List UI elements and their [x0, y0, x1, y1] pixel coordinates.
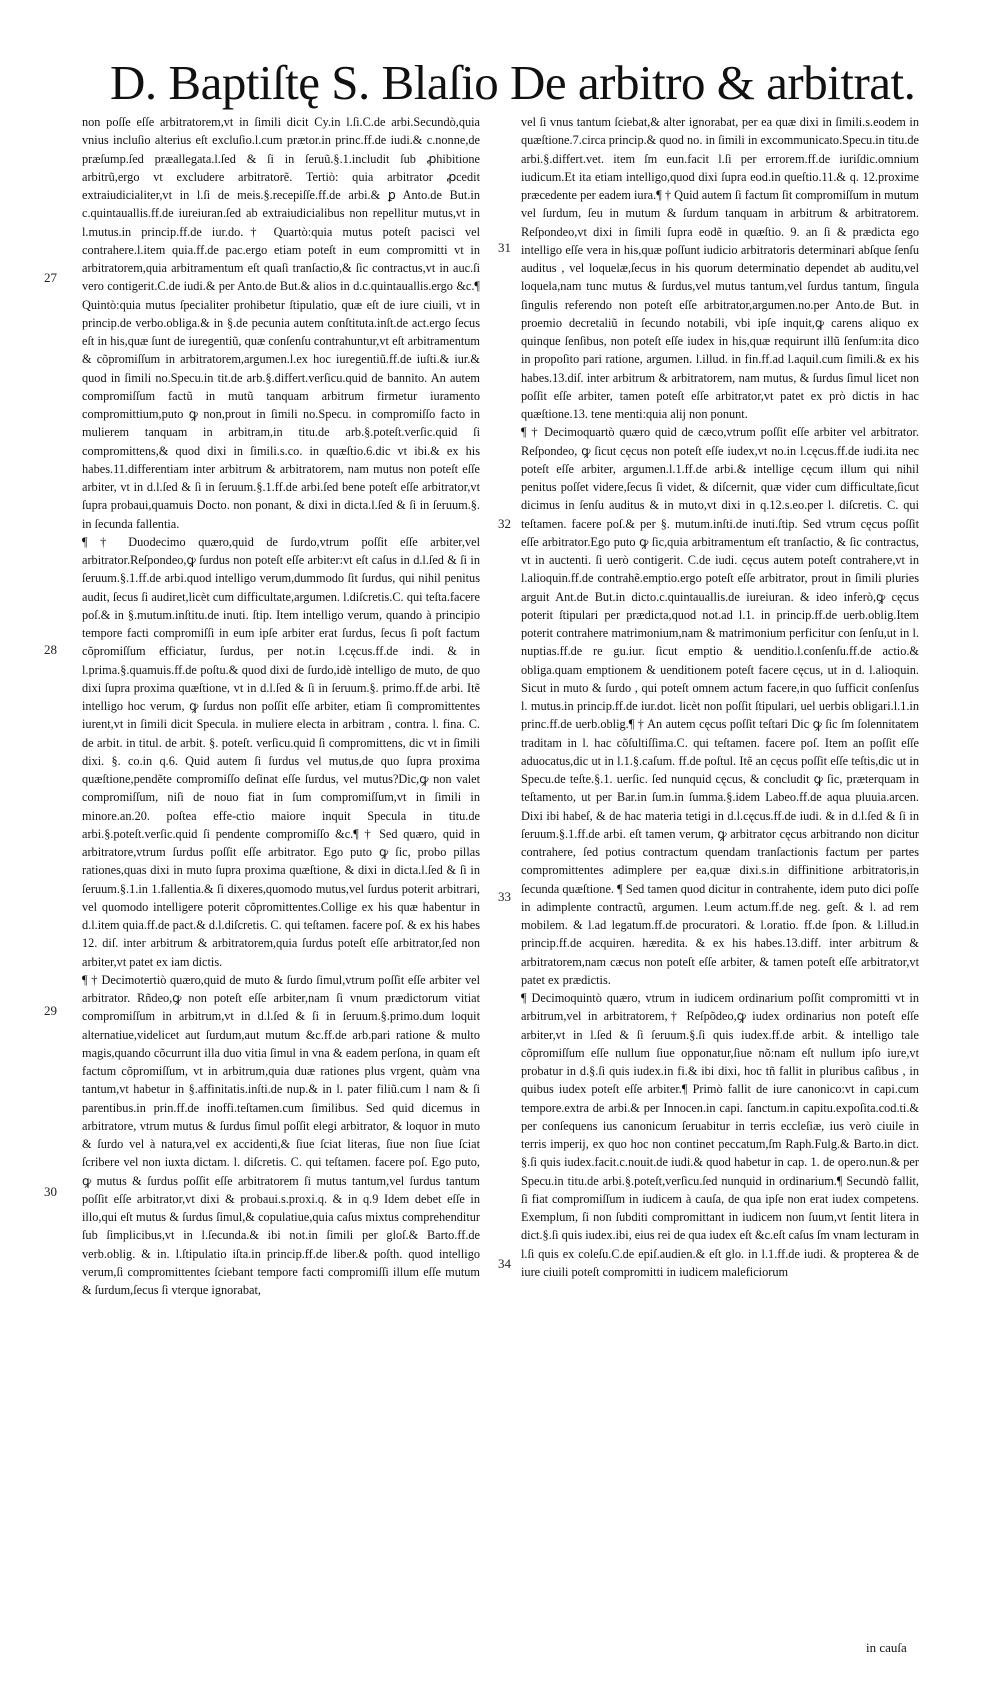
paragraph: ¶ † Decimotertiò quæro,quid de muto & ſurdo ſimul,vtrum poſſit eſſe arbiter vel arbitrator. Rñdeo,ꝙ non poteſt eſſe arbiter,nam ſi vnum prædictorum vitiat compromiſſum in arbitrum,vt in d.l.ſed & ſi in ſeruum.§.primo.dum loquit alternatiue,videlicet aut ſurdum,aut mutum &c.ff.de arb.pari ratione & multo magis,quando cõcurrunt illa duo vitia ſimul in vna & eadem perſona, in quam eſt factum cõpromiſſum, vt in arbitrum,quia duæ rationes plus vrgent, quàm vna tantum,vt habetur in §.affinitatis.inſti.de nup.& in l. pater filiũ.cum l nam & ſi parentibus.in prin.ff.de inoffi.teſtamen.cum ſimilibus. Sed quid dicemus in arbitratore, vtrum mutus & ſurdus ſimul poſſit elegi arbitrator, & loquor in muto & ſurdo vel à natura,vel ex accidenti,& ſiue ſciat literas, ſiue non ſiue ſciat ſcribere vel non iuxta dictam. l. diſcretis. C. qui teſtamen. facere poſ. Ego puto, ꝙ mutus & ſurdus poſſit eſſe arbitratorem ſi mutus tantum,vel ſurdus tantum poſſit eſſe arbitrator,vt dixi & probaui.s.proxi.q. & in q.9 Idem debet eſſe in illo,qui eſt mutus & ſurdus ſimul,& copulatiue,quia caſus mixtus comprehenditur ſub ſimplicibus,vt in l.ſecunda.& ibi not.in ſimili per gloſ.& Barto.ff.de verb.oblig. & in. l.ſtipulatio iſta.in princip.ff.de liber.& poſth. quod intelligo verum,ſi compromittentes ſciebant tempore facti compromiſſi illum eſſe mutum & ſurdum,ſecus ſi vterque ignorabat,: [82, 972, 480, 1297]
paragraph: non poſſe eſſe arbitratorem,vt in ſimili dicit Cy.in l.ſi.C.de arbi.Secundò,quia vnius incluſio alterius eſt excluſio.l.cum prætor.in princ.ff.de iudi.& c.nonne,de præſump.ſed præallegata.l.ſed & ſi in ſeruũ.§.1.includit ſub ꝓhibitione arbitrũ,ergo vt excludere arbitratorẽ. Tertiò: quia arbitrator ꝓcedit extraiudicialiter,vt in l.ſi de meis.§.recepiſſe.ff.de arbi.& ꝑ Anto.de But.in c.quintauallis.ff.de iureiuran.ſed ab extraiudicialibus non repellitur mutus,vt in l.mutus.in princip.ff.de iur.do.† Quartò:quia mutus poteſt pacisci vel contrahere.l.item quia.ff.de pac.ergo etiam poteſt in eum compromitti vt in arbitratorem,quia arbitramentum eſt quaſi tranſactio,& ſic contractus,vt in auc.ſi vero contigerit.C.de iudi.& per Anto.de But.& alios in d.c.quintauallis.ergo &c.¶ Quintò:quia mutus ſpecialiter prohibetur ſtipulatio, quæ eſt de iure ciuili, vt in princip.de verbo.obliga.& in §.de pecunia autem conſtituta.inſt.de act.ergo ſecus eſt in his,quæ ſunt de iuregentiũ, quæ conſenſu contrahuntur,vt eſt arbitramentum & cõpromiſſum in arbitratorem,argumen.l.ex hoc iuregentiũ.ff.de iuſti.& iur.& quod in ſimili no.Specu.in tit.de arb.§.differt.verſicu.quid de bannito. An autem compromiſſum factũ in mutũ tanquam arbitrum firmetur iuramento compromittium,puto ꝙ non,prout in ſimili no.Specu. in compromiſſo facto in mulierem tanquam in arbitram,in titu.de arb.§.poteſt.verſic.quid ſi compromittens,& quod dixi in ſimili.s.co. in quæſtio.6.dic vt ibi.& ex his habes.11.differentiam inter arbitrum & arbitratorem, nam mutus non poteſt eſſe arbiter, vt in d.l.ſed & ſi in ſeruum.§.1.ff.de arbi.ſed bene poteſt eſſe arbitrator,vt ſupra probaui,quamuis Docto. non ponant, & dixi in dicta.l.ſed & ſi in ſeruum.§. in ſecunda fallentia.: [82, 115, 480, 531]
margin-number: 32: [498, 516, 511, 531]
paragraph: vel ſi vnus tantum ſciebat,& alter ignorabat, per ea quæ dixi in ſimili.s.eodem in quæſtione.7.circa princip.& quod no. in ſimili in excommunicato.Specu.in titu.de arbi.§.differt.vet. item ſm eun.facit l.ſi per errorem.ff.de iuriſdic.omnium iudicum.Et ita etiam intelligo,quod dixi ſupra eod.in queſtio.11.& q. 12.proxime præcedente per eadem iura.¶ † Quid autem ſi factum ſit compromiſſum in mutum vel ſurdum, ſeu in mutum & ſurdum tanquam in arbitrum & arbitratorem. Reſpondeo,vt dixi in ſimili ſupra eodẽ in quæſtio. 9. an ſi & prædicta ego intelligo eſſe vera in his,quæ poſſunt iudicio arbitratoris determinari abſque ſenſu auditus , vel loquelæ,ſecus in his quorum determinatio dependet ab auditu,vel loquela,nam tunc mutus & ſurdus,vel mutus tantum,vel ſurdus tantum, ſingula ſingulis referendo non poteſt eſſe arbitrator,argumen.no.per Anto.de But. in proemio decretaliũ in ſecundo notabili, vbi ipſe inquit,ꝙ carens aliquo ex quinque ſenſibus, non poteſt eſſe iudex in his,quæ requirunt illũ ſenſum:ita dico in propoſito pari ratione, argumen. l.illud. in fin.ff.ad l.aquil.cum ſimili.& ex his habes.13.diſ. inter arbitrum & arbitratorem, nam mutus, & ſurdus ſimul licet non poſſit eſſe arbiter, tamen poteſt eſſe arbitrator,vt patet ex prò dictis in hac quæſtione.13. tene menti:quia alij non ponunt.: [521, 115, 919, 421]
paragraph: ¶ † Decimoquartò quæro quid de cæco,vtrum poſſit eſſe arbiter vel arbitrator. Reſpondeo, ꝙ ſicut cęcus non poteſt eſſe iudex,vt no.in l.cęcus.ff.de iudi.ita nec poteſt eſſe arbiter, argumen.l.1.ff.de arbi.& intellige cęcum illum qui nihil penitus poſſet videre,ſecus ſi videt, & diſcernit, quæ vider cum difficultate,ſicut dicimus in ſenſu auditus & in muto,vt dixi in q.12.s.eo.per l. diſcretis. C. qui teſtamen. facere poſ.& per §. mutum.inſti.de inuti.ſtip. Sed vtrum cęcus poſſit eſſe arbitrator.Ego puto ꝙ ſic,quia arbitramentum eſt tranſactio, & ſic contractus, vt in auctenti. ſi uerò contigerit. C.de iudi. cęcus autem poteſt contrahere,vt in l.alioquin.ff.de contrahẽ.emptio.ergo poteſt eſſe arbitrator, prout in ſimili pluries arguit Ant.de But.in dicto.c.quintauallis.de iureiuran. & ideo inferò,ꝙ cęcus poterit ſtipulari per prædicta,quod not.ad l.1. in princip.ff.de uerb.oblig.Item poterit contrahere matrimonium,nam & matrimonium perficitur con ſenſu,ut in l. nuptias.ff.de re gu.iur. ſicut emptio & uenditio.l.conſenſu.ff.de actio.& obliga.quam emptionem & uenditionem poteſt facere cęcus, ut in d. l.alioquin. Sicut in muto & ſurdo , qui poteſt omnem actum facere,in quo ſufficit conſenſus l. mutus.in princip.ff.de iur.dot. licèt non poſſit ſtipulari, uel uerbis obligari.l.1.in princ.ff.de uerb.oblig.¶ † An autem cęcus poſſit teſtari Dic ꝙ ſic ſm ſolennitatem traditam in l. hac cõſultiſſima.C. qui teſtamen. facere poſ. Item an poſſit eſſe aduocatus,dic ut in l.1.§.caſum. ff.de poſtul. Itẽ an cęcus poſſit eſſe teſtis,dic ut in Specu.de teſte.§.1. uerſic. ſed nunquid cęcus, & concludit ꝙ ſic, præterquam in teſtamento, ut per Bar.in ſum.in ſumma.§.idem Labeo.ff.de aqua pluuia.arcen. Dixi ibi habeſ, & de hac materia tetigi in d.l.cęcus.ff.de iudi. & in d.l.ſed & ſi in ſeruum.§.1.ff.de arbi. eſt tamen verum, ꝙ arbitrator cęcus arbitrando non dicitur contrahere, ſed potius contractum quendam tranſactionis factum per partes compromittentes adimplere per ea,quæ dixi.s.in diffinitione arbitratoris,in ſecunda quæſtione. ¶ Sed tamen quod dicitur in contrahente, idem puto dici poſſe in adimplente contractũ, argumen. l.eum actum.ff.de neg. geſt. & l. ad rem mobilem. & l.ad legatum.ff.de procuratori. & l.oratio. ff.de ſpon. & l.illud.in princip.ff.de acquiren. hæredita. & ex his habes.13.diff. inter arbitrum & arbitratorem,nam cæcus non poteſt eſſe arbiter, & tamen poteſt eſſe arbitrator,vt patet ex prædictis.: [521, 425, 919, 987]
margin-number: 33: [498, 889, 511, 904]
margin-number: 34: [498, 1256, 511, 1271]
margin-number: 28: [44, 642, 57, 657]
margin-number: 30: [44, 1184, 57, 1199]
running-head: D. Baptiſtę S. Blaſio De arbitro & arbitrat.: [110, 55, 916, 110]
margin-number: 27: [44, 270, 57, 285]
margin-number: 29: [44, 1003, 57, 1018]
margin-number: 31: [498, 240, 511, 255]
paragraph: ¶ † Duodecimo quæro,quid de ſurdo,vtrum poſſit eſſe arbiter,vel arbitrator.Reſpondeo,ꝙ ſurdus non poteſt eſſe arbiter:vt eſt caſus in d.l.ſed & ſi in ſeruum.§.1.ff.de arbi.quod intelligo verum,dummodo ſit ſurdus, qui nihil penitus audit, ſecus ſi audiret,licèt cum difficultate,argumen. l.diſcretis.C. qui teſta.facere poſ.& in §.mutum.inſtitu.de inuti. ſtip. Item intelligo verum, quando à principio tempore facti compromiſſi in eum ipſe arbiter erat ſurdus, ſecus ſi poſt factum cõpromiſſum efficiatur, ſurdus, per not.in l.cęcus.ff.de indi. & in l.prima.§.quamuis.ff.de poſtu.& quod dixi de ſurdo,idè intelligo de muto, de quo dixi ſupra proxima quæſtione, vt in d.l.ſed & ſi in ſeruum.§. primo.ff.de arbi. Itẽ intelligo hoc verum, ꝙ ſurdus non poſſit eſſe arbiter, etiam ſi compromittentes iurent,vt in ſimili dicit Specula. in muliere electa in arbitram , contra. l. fina. C. de arbit. in titul. de arbit. §. poteſt. verſicu.quid ſi compromittens, dic vt in ſimili dixi. §. co.in q.6. Quid autem ſi ſurdus vel mutus,de quo ſupra proxima quæſtione,pendẽte compromiſſo deſinat eſſe ſurdus, vel mutus?Dic,ꝙ non valet compromiſſum, niſi de nouo fiat in ſum compromiſſum,vt in ſimili in minore.an.20. poſtea effe-ctio maiore inquit Specula in titu.de arbi.§.poteſt.verſic.quid ſi pendente compromiſſo &c.¶ † Sed quæro, quid in arbitratore,vtrum ſurdus poſſit eſſe arbitrator. Ego puto ꝙ ſic, probo pillas rationes,quas dixi in muto ſupra proxima quæſtione, & dixi in dicta.l.ſed & ſi in ſeruum.§.1.in 1.fallentia.& ſi dixeres,quomodo mutus,vel ſurdus poterit arbitrari, vel quomodo intelligere poterit cõpromittentes.Collige ex his quæ habentur in d.l.item quia.ff.de pact.& d.l.diſcretis. C. qui teſtamen. facere poſ. & ex his habes 12. diſ. inter arbitrum & arbitratorem,quia ſurdus poteſt eſſe arbitrator,ſed non arbiter,vt patet ex iam dictis.: [82, 534, 480, 969]
paragraph: ¶ Decimoquintò quæro, vtrum in iudicem ordinarium poſſit compromitti vt in arbitrum,vel in arbitratorem,† Reſpõdeo,ꝙ iudex ordinarius non poteſt eſſe arbiter,vt in l.ſed & ſi ſeruum.§.ſi quis iudex.ff.de arbit. & intelligo tale cõpromiſſum eſſe nullum ſiue opponatur,ſiue nõ:nam eſt nullum ipſo iure,vt probatur in d.§.ſi quis iudex.in fi.& ibi dixi, hoc tñ fallit in pluribus caſibus , in quibus iudex poteſt eſſe arbiter.¶ Primò fallit de iure canonico:vt in capi.cum tempore.extra de arbi.& per Innocen.in capi. ſanctum.in capitu.expoſita.cod.ti.& per conſequens ius canonicum ſeruabitur in terris eccleſiæ, ius verò ciuile in terris imperij, ex quo hoc non continet peccatum,ſm Raph.Fulg.& Barto.in dict. §.ſi quis iudex.facit.c.nouit.de iudi.& quod habetur in cap. 1. de opero.nun.& per Specu.in titu.de arbi.§.poteſt,verſicu.ſed nunquid in ordinarium.¶ Secundò fallit, ſi fiat compromiſſum in iudicem à cauſa, de qua ipſe non erat iudex competens. Exemplum, ſi non ſubditi compromittant in iudicem non ſuum,vt ſentit litera in dict.§.ſi quis iudex.ibi, eius rei de qua iudex eſt &c.eſt caſus ſm vnam lecturam in l.ſi quis ex coleſu.C.de epiſ.audien.& eſt glo. in l.1.ff.de iudi. & propterea & de iure ciuili poteſt compromitti in iudicem maleficiorum: [521, 991, 919, 1279]
right-column: [521, 113, 919, 1633]
left-column: [82, 113, 480, 1633]
catchword: in cauſa: [866, 1640, 907, 1655]
